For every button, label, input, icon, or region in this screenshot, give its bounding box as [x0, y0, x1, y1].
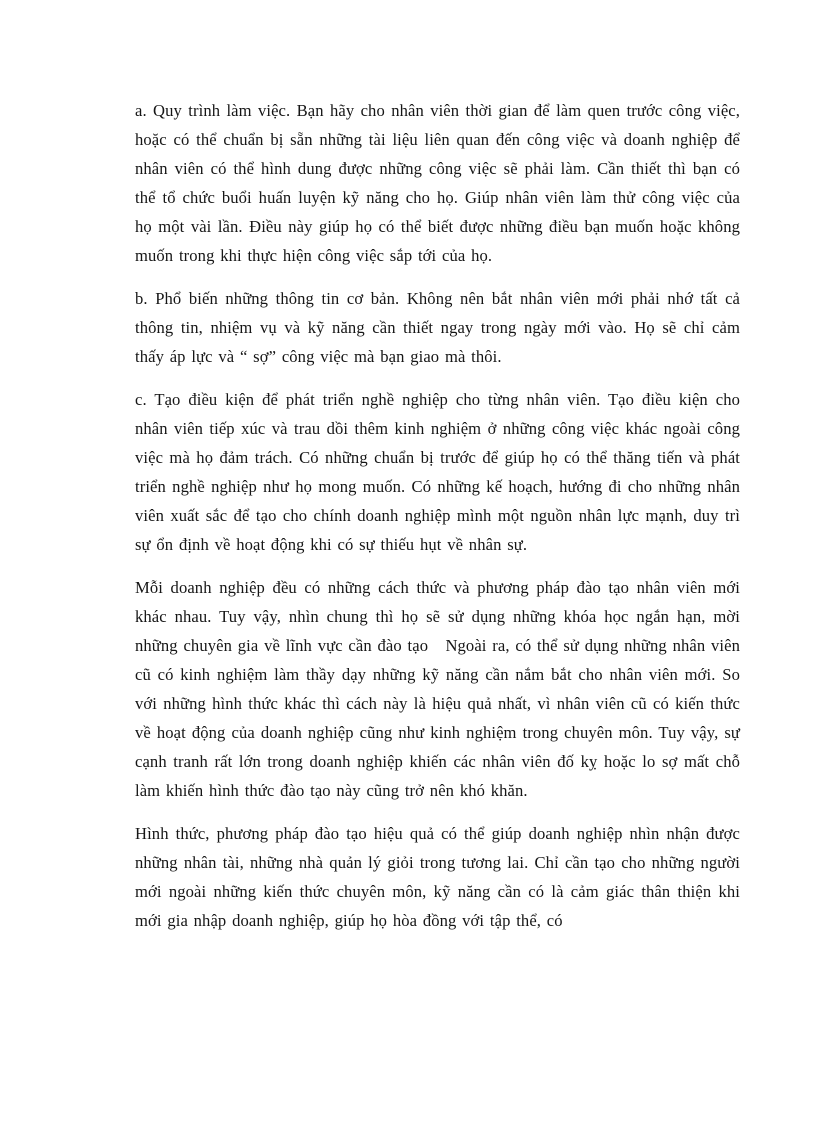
paragraph-c-career-development: c. Tạo điều kiện để phát triển nghề nghiệp cho từng nhân viên. Tạo điều kiện cho nhân viên tiếp xúc và trau dồi thêm kinh nghiệm ở những công việc khác ngoài công việc mà họ đảm trách. Có những chuẩn bị trước để giúp họ có thể thăng tiến và phát triển nghề nghiệp như họ mong muốn. Có những kế hoạch, hướng đi cho những nhân viên xuất sắc để tạo cho chính doanh nghiệp mình một nguồn nhân lực mạnh, duy trì sự ổn định về hoạt động khi có sự thiếu hụt về nhân sự. [135, 390, 740, 554]
document-body [135, 96, 740, 935]
paragraph-a-work-process: a. Quy trình làm việc. Bạn hãy cho nhân viên thời gian để làm quen trước công việc, hoặc có thể chuẩn bị sẵn những tài liệu liên quan đến công việc và doanh nghiệp để nhân viên có thể hình dung được những công việc sẽ phải làm. Cần thiết thì bạn có thể tổ chức buổi huấn luyện kỹ năng cho họ. Giúp nhân viên làm thử công việc của họ một vài lần. Điều này giúp họ có thể biết được những điều bạn muốn hoặc không muốn trong khi thực hiện công việc sắp tới của họ. [135, 101, 740, 265]
paragraph-training-benefits: Hình thức, phương pháp đào tạo hiệu quả có thể giúp doanh nghiệp nhìn nhận được những nhân tài, những nhà quản lý giỏi trong tương lai. Chỉ cần tạo cho những người mới ngoài những kiến thức chuyên môn, kỹ năng cần có là cảm giác thân thiện khi mới gia nhập doanh nghiệp, giúp họ hòa đồng với tập thể, có [135, 824, 740, 930]
paragraph-training-methods: Mỗi doanh nghiệp đều có những cách thức và phương pháp đào tạo nhân viên mới khác nhau. Tuy vậy, nhìn chung thì họ sẽ sử dụng những khóa học ngắn hạn, mời những chuyên gia về lĩnh vực cần đào tạo Ngoài ra, có thể sử dụng những nhân viên cũ có kinh nghiệm làm thầy dạy những kỹ năng cần nắm bắt cho nhân viên mới. So với những hình thức khác thì cách này là hiệu quả nhất, vì nhân viên cũ có kiến thức về hoạt động của doanh nghiệp cũng như kinh nghiệm trong chuyên môn. Tuy vậy, sự cạnh tranh rất lớn trong doanh nghiệp khiến các nhân viên đố kỵ hoặc lo sợ mất chỗ làm khiến hình thức đào tạo này cũng trở nên khó khăn. [135, 578, 740, 800]
paragraph-b-basic-information: b. Phổ biến những thông tin cơ bản. Không nên bắt nhân viên mới phải nhớ tất cả thông tin, nhiệm vụ và kỹ năng cần thiết ngay trong ngày mới vào. Họ sẽ chỉ cảm thấy áp lực và “ sợ” công việc mà bạn giao mà thôi. [135, 289, 740, 366]
